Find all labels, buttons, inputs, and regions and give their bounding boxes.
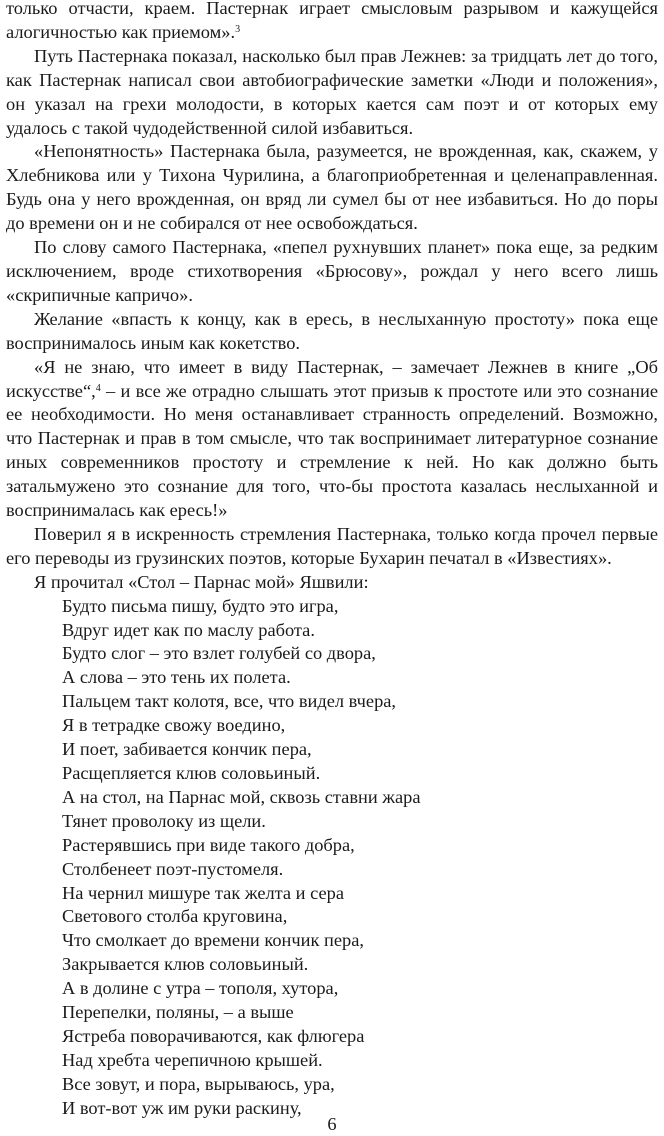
page-number: 6 <box>327 1114 337 1134</box>
paragraph: Я прочитал «Стол – Парнас мой» Яшвили: <box>34 571 369 592</box>
body-text <box>6 0 658 1121</box>
paragraph: «Непонятность» Пастернака была, разумеется, не врожденная, как, скажем, у Хлебникова или у Тихона Чурилина, а благоприобретенная и целенаправленная. Будь она у него врожденная, он вряд ли сумел бы от нее избавиться. Но до поры до времени он и не собирался от нее освобождаться. <box>6 141 658 234</box>
paragraph: Поверил я в искренность стремления Пастернака, только когда прочел первые его переводы из грузинских поэтов, которые Бухарин печатал в «Известиях». <box>6 523 658 568</box>
paragraph: Желание «впасть к концу, как в ересь, в неслыханную простоту» пока еще воспринималось иным как кокетство. <box>6 308 658 353</box>
poem-line: А в долине с утра – тополя, хутора, <box>62 978 339 999</box>
poem-line: Будто слог – это взлет голубей со двора, <box>62 643 376 664</box>
poem-line: Светового столба круговина, <box>62 906 288 927</box>
poem-line: А слова – это тень их полета. <box>62 667 291 688</box>
poem-line: И поет, забивается кончик пера, <box>62 739 312 760</box>
poem-line: А на стол, на Парнас мой, сквозь ставни жара <box>62 786 421 807</box>
poem-line: Перепелки, поляны, – а выше <box>62 1002 294 1023</box>
poem-line: Растерявшись при виде такого добра, <box>62 834 355 855</box>
poem-line: Столбенеет поэт-пустомеля. <box>62 858 284 879</box>
poem <box>6 595 658 1121</box>
paragraph: «Я не знаю, что имеет в виду Пастернак, – замечает Лежнев в книге „Об искусстве“,$^4$ – и все же отрадно слышать этот призыв к простоте или это сознание ее необходимости. Но меня останавливает странность определений. Возможно, что Пастернак и прав в том смысле, что так воспринимает литературное сознание иных современников простоту и стремление к ней. Но как должно быть затальмужено это сознание для того, что-бы простота казалась неслыханной и воспринималась как ересь!» <box>6 356 658 521</box>
poem-line: Я в тетрадке свожу воедино, <box>62 715 286 736</box>
footnote-ref: 4 <box>95 382 101 394</box>
poem-line: Ястреба поворачиваются, как флюгера <box>62 1025 365 1046</box>
poem-line: На чернил мишуре так желта и сера <box>62 882 345 903</box>
poem-line: Тянет проволоку из щели. <box>62 810 266 831</box>
footnote-ref: 3 <box>235 23 241 35</box>
paragraph: только отчасти, краем. Пастернак играет смысловым разрывом и кажущейся алогичностью как приемом».$^3$ <box>6 0 658 42</box>
poem-line: И вот-вот уж им руки раскину, <box>62 1097 302 1118</box>
paragraph: По слову самого Пастернака, «пепел рухнувших планет» пока еще, за редким исключением, вроде стихотворения «Брюсову», рождал у него всего лишь «скрипичные капричо». <box>6 237 658 305</box>
poem-line: Все зовут, и пора, вырываюсь, ура, <box>62 1073 335 1094</box>
paragraph: Путь Пастернака показал, насколько был прав Лежнев: за тридцать лет до того, как Пастернак написал свои автобиографические заметки «Люди и положения», он указал на грехи молодости, в которых кается сам поэт и от которых ему удалось с такой чудодейственной силой избавиться. <box>6 45 658 138</box>
poem-line: Закрывается клюв соловьиный. <box>62 954 309 975</box>
poem-line: Вдруг идет как по маслу работа. <box>62 619 315 640</box>
poem-line: Над хребта черепичною крышей. <box>62 1049 323 1070</box>
poem-line: Будто письма пишу, будто это игра, <box>62 595 339 616</box>
poem-line: Расщепляется клюв соловьиный. <box>62 763 321 783</box>
poem-line: Что смолкает до времени кончик пера, <box>62 930 364 951</box>
poem-line: Пальцем такт колотя, все, что видел вчера, <box>62 691 397 712</box>
